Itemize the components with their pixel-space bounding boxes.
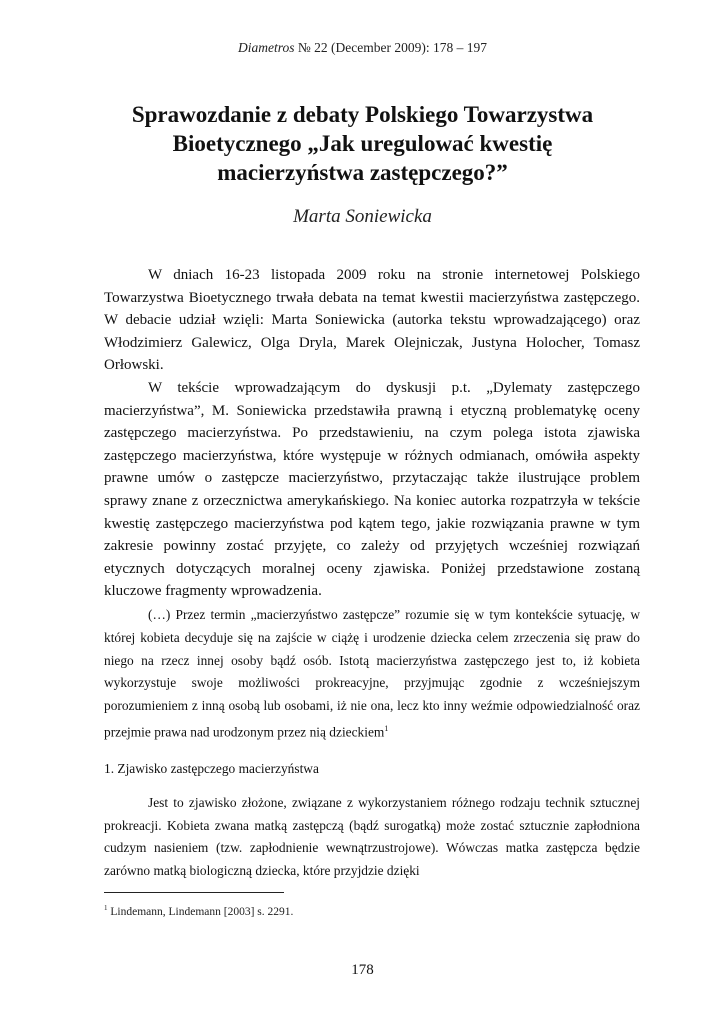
footnote-number: 1 [104, 904, 108, 912]
quote-text: (…) Przez termin „macierzyństwo zastępcze” rozumie się w tym kontekście sytuację, w której kobieta decyduje się na zajście w ciążę i urodzenie dziecka celem zrzeczenia się praw do niego na rzecz innej osoby bądź osób. Istotą macierzyństwa zastępczego jest to, iż kobieta wykorzystuje swoje możliwości prokreacyjne, przyjmując zgodnie z wcześniejszym porozumieniem z inną osobą lub osobami, iż nie ona, lecz kto inny weźmie odpowiedzialność oraz przejmie prawa nad urodzonym przez nią dzieckiem [104, 607, 640, 740]
journal-name: Diametros [238, 40, 295, 55]
footnote-reference[interactable]: 1 [384, 723, 389, 733]
intro-text [104, 264, 640, 603]
section-text [104, 792, 640, 882]
title-line: macierzyństwa zastępczego?” [217, 160, 508, 185]
page-number: 178 [351, 962, 374, 978]
author-name: Marta Soniewicka [293, 206, 432, 227]
intro-paragraph: W dniach 16-23 listopada 2009 roku na stronie internetowej Polskiego Towarzystwa Bioetycznego trwała debata na temat kwestii macierzyństwa zastępczego. W debacie udział wzięli: Marta Soniewicka (autorka tekstu wprowadzającego) oraz Włodzimierz Galewicz, Olga Dryla, Marek Olejniczak, Justyna Holocher, Tomasz Orłowski. [104, 267, 640, 374]
section-heading: 1. Zjawisko zastępczego macierzyństwa [104, 761, 319, 776]
title-line: Sprawozdanie z debaty Polskiego Towarzystwa [131, 102, 594, 127]
footnote-text: Lindemann, Lindemann [2003] s. 2291. [107, 905, 294, 918]
quote-paragraph [104, 604, 640, 744]
running-header [0, 40, 725, 56]
issue-info: № 22 (December 2009): 178 – 197 [294, 40, 487, 55]
intro-paragraph: W tekście wprowadzającym do dyskusji p.t. „Dylematy zastępczego macierzyństwa”, M. Soniewicka przedstawiła prawną i etyczną problematykę oceny zastępczego macierzyństwa. Po przedstawieniu, na czym polega istota zjawiska zastępczego macierzyństwa, które występuje w różnych odmianach, omówiła aspekty prawne umów o zastępcze macierzyństwo, przytaczając także ilustrujące problem sprawy znane z orzecznictwa amerykańskiego. Na koniec autorka rozpatrzyła w tekście kwestię zastępczego macierzyństwa pod kątem tego, jakie rozwiązania prawne w tym zakresie powinny zostać przyjęte, co zależy od przyjętych wcześniej rozwiązań etycznych dotyczących moralnej oceny zjawiska. Poniżej przedstawione zostaną kluczowe fragmenty wprowadzenia. [104, 379, 640, 600]
title-line: Bioetycznego „Jak uregulować kwestię [172, 131, 553, 156]
article-title [90, 100, 635, 187]
section-paragraph: Jest to zjawisko złożone, związane z wykorzystaniem różnego rodzaju technik sztucznej prokreacji. Kobieta zwana matką zastępczą (bądź surogatką) może zostać sztucznie zapłodniona cudzym nasieniem (tzw. zapłodnienie wewnątrzustrojowe). Wówczas matka zastępcza będzie zarówno matką biologiczną dziecka, które przyjdzie dzięki [104, 795, 640, 878]
footnote [104, 904, 293, 918]
quoted-fragment [104, 604, 640, 744]
footnote-divider [104, 892, 284, 893]
